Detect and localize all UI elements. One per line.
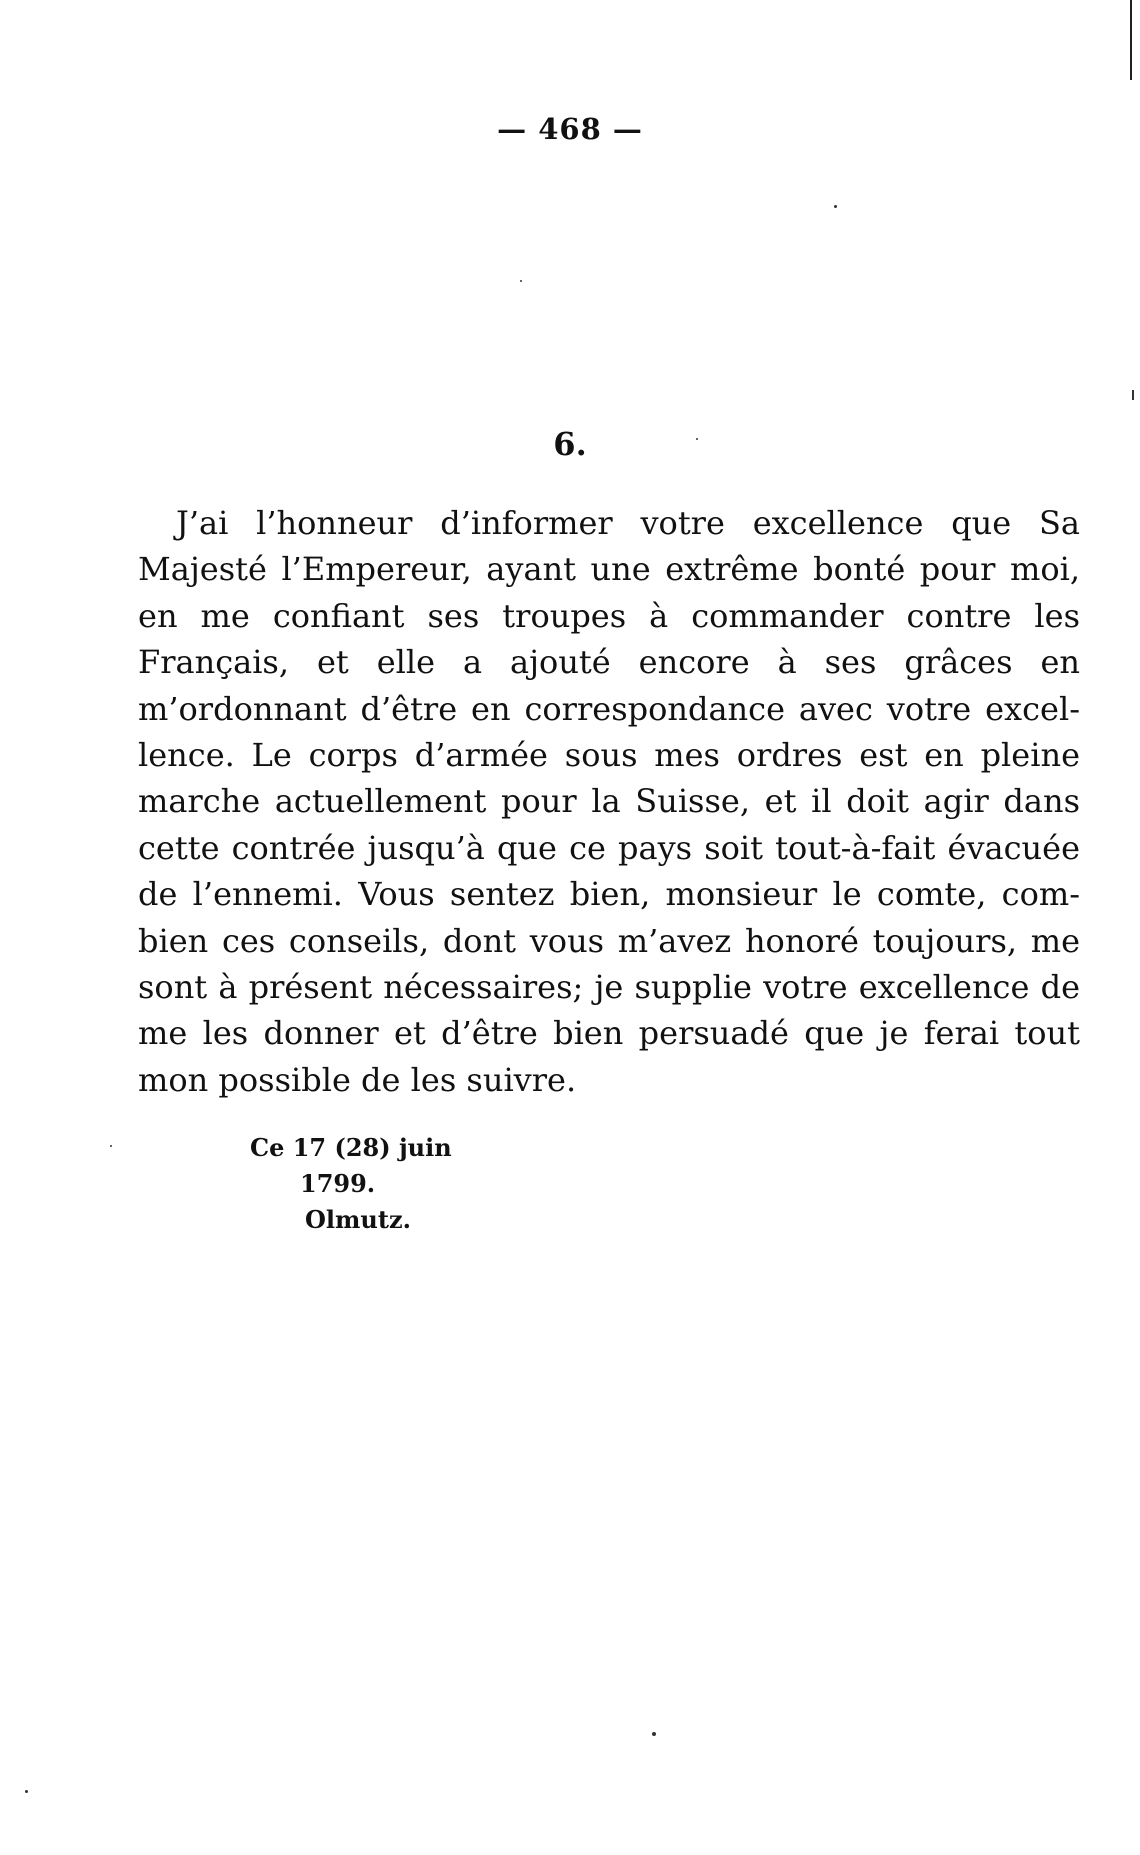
closing-year: 1799. (300, 1169, 376, 1198)
scan-speck (520, 280, 522, 282)
scan-speck (834, 205, 837, 208)
scan-speck (696, 438, 698, 440)
closing-place: Olmutz. (305, 1205, 411, 1234)
letter-closing (250, 1130, 452, 1238)
letter-number: 6. (553, 425, 587, 463)
letter-body-paragraph: J’ai l’honneur d’informer votre excellence que Sa Majesté l’Empereur, ayant une extrême bonté pour moi, en me confiant ses troupes à commander contre les Français, et elle a ajouté encore à ses grâces en m’ordonnant d’être en correspondance avec votre excellence. Le corps d’armée sous mes ordres est en pleine marche actuellement pour la Suisse, et il doit agir dans cette contrée jusqu’à que ce pays soit tout-à-fait évacuée de l’ennemi. Vous sentez bien, monsieur le comte, combien ces conseils, dont vous m’avez honoré toujours, me sont à présent nécessaires; je supplie votre excellence de me les donner et d’être bien persuadé que je ferai tout mon possible de les suivre. (138, 504, 1080, 1099)
scan-speck (652, 1732, 656, 1736)
page-number: — 468 — (497, 112, 643, 146)
scan-speck (1132, 390, 1134, 400)
scan-edge-line (1130, 0, 1132, 80)
closing-date: Ce 17 (28) juin (250, 1133, 452, 1162)
scan-speck (110, 1145, 112, 1147)
scan-speck (25, 1790, 28, 1793)
